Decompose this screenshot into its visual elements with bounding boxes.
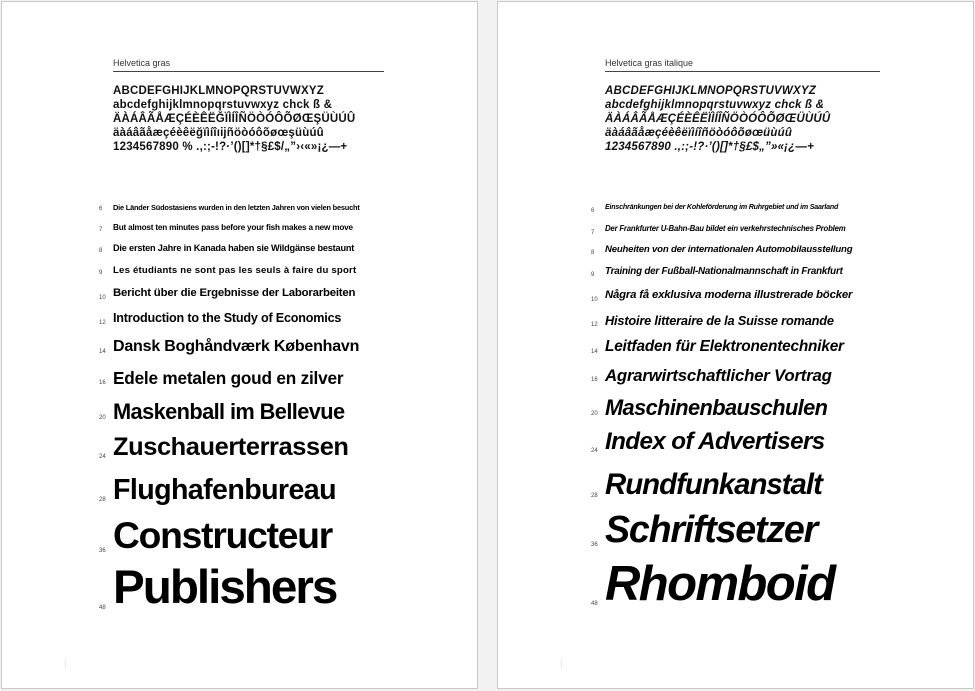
sample-line: Index of Advertisers xyxy=(605,428,825,455)
size-label: 24 xyxy=(591,448,598,454)
sample-line: Training der Fußball-Nationalmannschaft in Frankfurt xyxy=(605,266,843,277)
size-label: 36 xyxy=(99,548,106,554)
page-title: Helvetica gras xyxy=(113,57,384,72)
size-label: 48 xyxy=(591,601,598,607)
size-label: 16 xyxy=(99,380,106,386)
charset-line: äàáâãåæçéèêëïìíîñöòóôõøœüùúû xyxy=(605,127,793,139)
sample-line: Agrarwirtschaftlicher Vortrag xyxy=(605,366,832,385)
sample-line: But almost ten minutes pass before your fish makes a new move xyxy=(113,223,353,232)
left-specimen-page xyxy=(1,1,478,689)
size-label: 10 xyxy=(591,297,598,303)
charset-line: ÄÀÁÂÃÅÆÇÉÈÊËĞÏÌÍÎÑÖÒÓÔÕØŒŞÜÙÚÛ xyxy=(113,113,356,125)
sample-line: Bericht über die Ergebnisse der Laborarbeiten xyxy=(113,287,356,299)
character-set xyxy=(605,84,830,154)
size-label: 24 xyxy=(99,454,106,460)
size-label: 9 xyxy=(591,272,595,278)
sample-line: Edele metalen goud en zilver xyxy=(113,368,344,388)
sample-line: Rhomboid xyxy=(605,557,835,611)
size-label: 10 xyxy=(99,295,106,301)
size-label: 6 xyxy=(591,208,595,214)
charset-line: äàáâãåæçéèêëğïìíîıĳñöòóôõøœşüùúû xyxy=(113,127,324,139)
sample-line: Flughafenbureau xyxy=(113,474,336,506)
size-label: 9 xyxy=(99,270,103,276)
size-label: 8 xyxy=(99,248,103,254)
page-fold-mark: | xyxy=(64,658,67,669)
charset-line: ABCDEFGHIJKLMNOPQRSTUVWXYZ xyxy=(605,85,816,97)
sample-line: Några få exklusiva moderna illustrerade böcker xyxy=(605,289,853,301)
size-label: 28 xyxy=(591,493,598,499)
size-label: 28 xyxy=(99,497,106,503)
sample-line: Les étudiants ne sont pas les seuls à faire du sport xyxy=(113,265,357,276)
sample-line: Constructeur xyxy=(113,514,333,556)
sample-line: Publishers xyxy=(113,561,337,614)
sample-line: Histoire litteraire de la Suisse romande xyxy=(605,313,834,328)
sample-line: Die Länder Südostasiens wurden in den letzten Jahren von vielen besucht xyxy=(113,203,360,212)
size-label: 6 xyxy=(99,206,103,212)
size-label: 7 xyxy=(591,230,595,236)
sample-line: Leitfaden für Elektronentechniker xyxy=(605,338,844,355)
sample-line: Introduction to the Study of Economics xyxy=(113,311,342,325)
size-label: 12 xyxy=(591,322,598,328)
size-label: 8 xyxy=(591,250,595,256)
size-label: 12 xyxy=(99,320,106,326)
sample-line: Neuheiten von der internationalen Automobilausstellung xyxy=(605,244,853,255)
size-label: 20 xyxy=(591,411,598,417)
sample-line: Die ersten Jahre in Kanada haben sie Wildgänse bestaunt xyxy=(113,243,355,253)
sample-line: Schriftsetzer xyxy=(605,508,818,550)
sample-line: Der Frankfurter U-Bahn-Bau bildet ein verkehrstechnisches Problem xyxy=(605,224,846,233)
sample-line: Zuschauerterrassen xyxy=(113,433,349,461)
right-specimen-page xyxy=(497,1,974,689)
charset-line: 1234567890 .,:;-!?·’()[]*†§£$„”»«¡¿—+ xyxy=(605,141,815,153)
sample-line: Rundfunkanstalt xyxy=(605,468,822,501)
charset-line: ÄÀÁÂÃÅÆÇÉÈÊËÏÌÍÎÑÖÒÓÔÕØŒÜÙÚÛ xyxy=(605,113,831,125)
page-fold-mark: | xyxy=(560,658,563,669)
size-label: 48 xyxy=(99,605,106,611)
size-label: 7 xyxy=(99,227,103,233)
charset-line: ABCDEFGHIJKLMNOPQRSTUVWXYZ xyxy=(113,85,324,97)
character-set xyxy=(113,84,355,154)
sample-line: Einschränkungen bei der Kohleförderung im Ruhrgebiet und im Saarland xyxy=(605,203,839,211)
size-label: 14 xyxy=(591,349,598,355)
charset-line: abcdefghijklmnopqrstuvwxyz chck ß & xyxy=(605,99,825,111)
size-label: 16 xyxy=(591,377,598,383)
sample-line: Dansk Boghåndværk København xyxy=(113,338,360,355)
charset-line: abcdefghijklmnopqrstuvwxyz chck ß & xyxy=(113,99,333,111)
page-title: Helvetica gras italique xyxy=(605,57,880,72)
size-label: 20 xyxy=(99,415,106,421)
size-label: 36 xyxy=(591,542,598,548)
sample-line: Maschinenbauschulen xyxy=(605,395,828,420)
charset-line: 1234567890 % .,:;-!?·’()[]*†§£$/„”›‹«»¡¿—+ xyxy=(113,141,348,153)
size-label: 14 xyxy=(99,349,106,355)
sample-line: Maskenball im Bellevue xyxy=(113,399,345,424)
